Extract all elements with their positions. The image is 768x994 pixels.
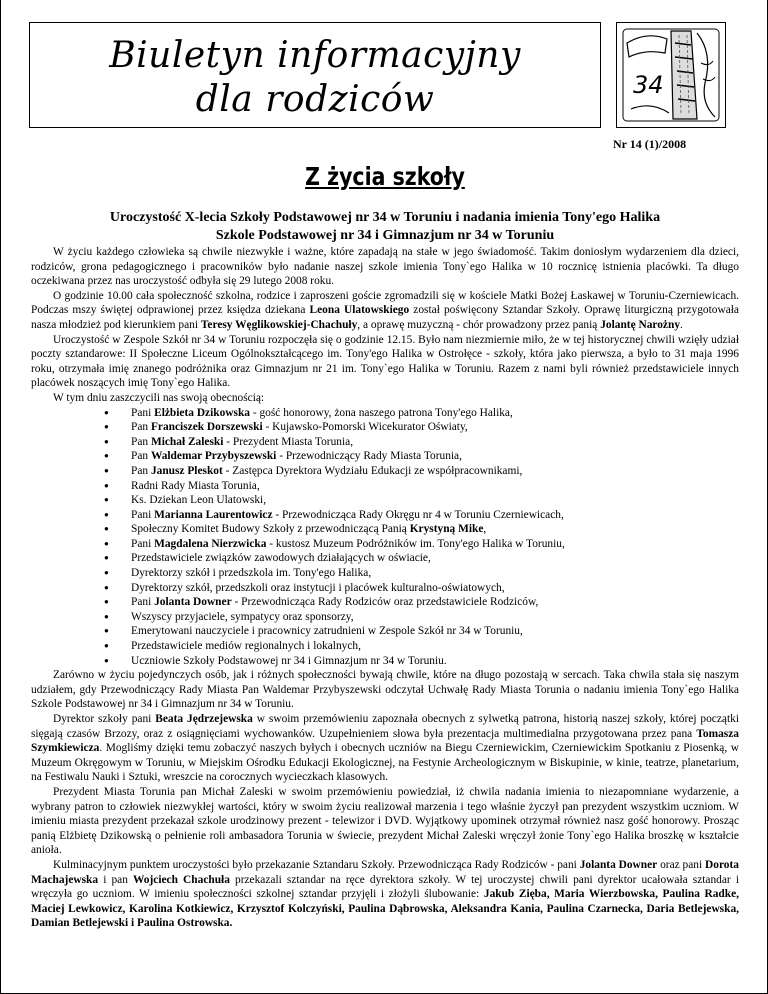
- bold-name: Teresy Węglikowskiej-Chachuły: [200, 318, 358, 331]
- text-run: został poświęcony Sztandar Szkoły. Oprawę liturgiczną przygotowała nasza młodzież pod kierunkiem pani: [31, 304, 739, 331]
- bold-name: Jolanta Downer: [579, 858, 658, 871]
- bold-name: Dorota Machajewska: [31, 858, 739, 886]
- list-item: ● Pan Waldemar Przybyszewski - Przewodniczący Rady Miasta Torunia,: [131, 449, 739, 464]
- text-run: .: [680, 318, 683, 331]
- school-logo-icon: [617, 23, 725, 127]
- paragraph: W życiu każdego człowieka są chwile niezwykłe i ważne, które zapadają na stałe w jego świadomość. Takim doniosłym wydarzeniem dla dzieci, rodziców, grona pedagogicznego i pracowników było nadanie naszej szkole imienia Tony`ego Halika w 10 rocznicę istnienia placówki. Ta długo oczekiwana przez nas uroczystość odbyła się 29 lutego 2008 roku.: [31, 246, 739, 288]
- list-item: ● Pan Michał Zaleski - Prezydent Miasta Torunia,: [131, 435, 739, 450]
- paragraph: [31, 712, 739, 785]
- text-run: w swoim przemówieniu zapoznała obecnych z sylwetką patrona, historią naszej szkoły, której początki sięgają czasów Brzozy, oraz z osiągnięciami wychowanków. Uzupełnieniem słowa była prezentacja multimedialna przygotowana przez pana: [31, 713, 739, 740]
- list-item: ● Ks. Dziekan Leon Ulatowski,: [131, 493, 739, 508]
- list-item: ● Dyrektorzy szkół, przedszkoli oraz instytucji i placówek kulturalno-oświatowych,: [131, 581, 739, 596]
- newsletter-title-line2: dla rodziców: [195, 79, 435, 120]
- newsletter-title-line1: Biuletyn informacyjny: [109, 35, 521, 76]
- list-item: ● Pani Jolanta Downer - Przewodnicząca Rady Rodziców oraz przedstawiciele Rodziców,: [131, 595, 739, 610]
- article-heading-line1: Uroczystość X-lecia Szkoły Podstawowej nr 34 w Toruniu i nadania imienia Tony'ego Halika: [109, 210, 661, 225]
- issue-number: Nr 14 (1)/2008: [613, 137, 687, 151]
- school-logo: [616, 22, 726, 128]
- paragraph: Zarówno w życiu pojedynczych osób, jak i różnych społeczności bywają chwile, które na długo pozostają w sercach. Taka chwila stała się naszym udziałem, gdy Przewodniczący Rady Miasta Pan Waldemar Przybyszewski odczytał Uchwałę Rady Miasta Torunia o nadaniu imienia Tony`ego Halika Szkole Podstawowej nr 34 i Gimnazjum nr 34 w Toruniu.: [31, 669, 739, 711]
- title-box: [29, 22, 601, 128]
- bold-name: Tomasza Szymkiewicza: [31, 727, 739, 755]
- list-item: ● Dyrektorzy szkół i przedszkola im. Tony'ego Halika,: [131, 566, 739, 581]
- text-run: . Mogliśmy dzięki temu zobaczyć naszych byłych i obecnych uczniów na Biegu Czerniewickim, Czerniewickim Spotkaniu z Piosenką, w Muzeum Okręgowym w Toruniu, w Miejskim Ośrodku Edukacji Ekologicznej, na Festynie Archeologicznym w Biskupinie, w kinie, teatrze, planetarium, na Festiwalu Nauki i Sztuki, wreszcie na corocznych wycieczkach klasowych.: [31, 742, 739, 784]
- list-item: ● Pan Franciszek Dorszewski - Kujawsko-Pomorski Wicekurator Oświaty,: [131, 420, 739, 435]
- paragraph: W tym dniu zaszczycili nas swoją obecnością:: [53, 391, 265, 404]
- text-run: , a oprawę muzyczną - chór prowadzony przez panią: [357, 318, 601, 331]
- list-item: ● Radni Rady Miasta Torunia,: [131, 479, 739, 494]
- text-run: przekazali sztandar na ręce dyrektora szkoły. W tej uroczystej chwili pani dyrektor ucałowała sztandar i wręczyła go uczniom. W imieniu społeczności szkolnej sztandar przyjęli i złożyli ślubowanie:: [31, 873, 739, 901]
- text-run: O godzinie 10.00 cała społeczność szkolna, rodzice i zaproszeni goście zgromadzili się w kościele Matki Bożej Łaskawej w Toruniu-Czerniewicach. Podczas mszy świętej odprawionej przez księdza dziekana: [31, 289, 739, 317]
- bold-name: Jakub Zięba, Maria Wierzbowska, Paulina Radke, Maciej Lewkowicz, Karolina Kotkiewicz, Krzysztof Kolczyński, Paulina Dąbrowska, Aleksandra Kania, Paulina Czarnecka, Daria Betlejewska, Damian Betlejewski i Paulina Ostrowska.: [31, 888, 739, 930]
- bold-name: Leona Ulatowskiego: [309, 304, 410, 317]
- list-item: ● Przedstawiciele mediów regionalnych i lokalnych,: [131, 639, 739, 654]
- bold-name: Jolantę Narożny: [600, 318, 681, 331]
- paragraph: Uroczystość w Zespole Szkół nr 34 w Toruniu rozpoczęła się o godzinie 12.15. Było nam niezmiernie miło, że w tej historycznej chwili wzięły udział poczty sztandarowe: II Społeczne Liceum Ogólnokształcącego im. Tony'ego Halika w Ostrołęce - szkoły, która jako pierwsza, a było to 31 maja 1996 roku, otrzymała imię znanego podróżnika oraz Gimnazjum nr 21 im. Tony`ego Halika w Toruniu. Razem z nami byli również przedstawiciele innych placówek noszących imię Tony`ego Halika.: [31, 333, 739, 390]
- list-item: ● Pani Elżbieta Dzikowska - gość honorowy, żona naszego patrona Tony'ego Halika,: [131, 406, 739, 421]
- paragraph: Prezydent Miasta Torunia pan Michał Zaleski w swoim przemówieniu powiedział, iż chwila nadania imienia to niezapomniane wydarzenie, a wybrany patron to człowiek niezwykłej wartości, który w swoim życiu realizował marzenia i tego właśnie życzył pan prezydent wszystkim uczniom. W imieniu miasta prezydent przekazał szkole urodzinowy prezent - telewizor i DVD. Wyjątkowy upominek otrzymał również nasz gość honorowy. Prosząc panią Elżbietę Dzikowską o pełnienie roli ambasadora Torunia w świecie, prezydent Michał Zaleski wręczył żonie Tony`ego Halika broszkę w kształcie anioła.: [31, 785, 739, 857]
- text-run: i pan: [98, 873, 134, 886]
- list-item: ● Pan Janusz Pleskot - Zastępca Dyrektora Wydziału Edukacji ze współpracownikami,: [131, 464, 739, 479]
- article-heading: [31, 209, 739, 245]
- list-item: ● Wszyscy przyjaciele, sympatycy oraz sponsorzy,: [131, 610, 739, 625]
- paragraph: [31, 289, 739, 333]
- list-item: ● Uczniowie Szkoły Podstawowej nr 34 i Gimnazjum nr 34 w Toruniu.: [131, 654, 739, 669]
- article-heading-line2: Szkole Podstawowej nr 34 i Gimnazjum nr 34 w Toruniu: [215, 228, 555, 243]
- list-item: ● Pani Marianna Laurentowicz - Przewodnicząca Rady Okręgu nr 4 w Toruniu Czerniewicach,: [131, 508, 739, 523]
- text-run: Dyrektor szkoły pani: [53, 713, 156, 725]
- list-item: ● Emerytowani nauczyciele i pracownicy zatrudnieni w Zespole Szkół nr 34 w Toruniu,: [131, 624, 739, 639]
- list-item: ● Przedstawiciele związków zawodowych działających w oświacie,: [131, 551, 739, 566]
- bold-name: Wojciech Chachuła: [133, 873, 230, 886]
- bold-name: Beata Jędrzejewska: [155, 713, 253, 725]
- list-item: ● Pani Magdalena Nierzwicka - kustosz Muzeum Podróżników im. Tony'ego Halika w Toruniu,: [131, 537, 739, 552]
- list-item: ● Społeczny Komitet Budowy Szkoły z przewodniczącą Panią Krystyną Mike,: [131, 522, 739, 537]
- paragraph: [31, 858, 739, 931]
- article-body: [31, 245, 739, 931]
- text-run: oraz pani: [657, 858, 706, 871]
- section-title: Z życia szkoły: [305, 162, 465, 191]
- guest-list: [31, 406, 739, 669]
- text-run: Kulminacyjnym punktem uroczystości było przekazanie Sztandaru Szkoły. Przewodnicząca Rady Rodziców - pani: [53, 858, 580, 871]
- logo-number: 34: [633, 71, 664, 99]
